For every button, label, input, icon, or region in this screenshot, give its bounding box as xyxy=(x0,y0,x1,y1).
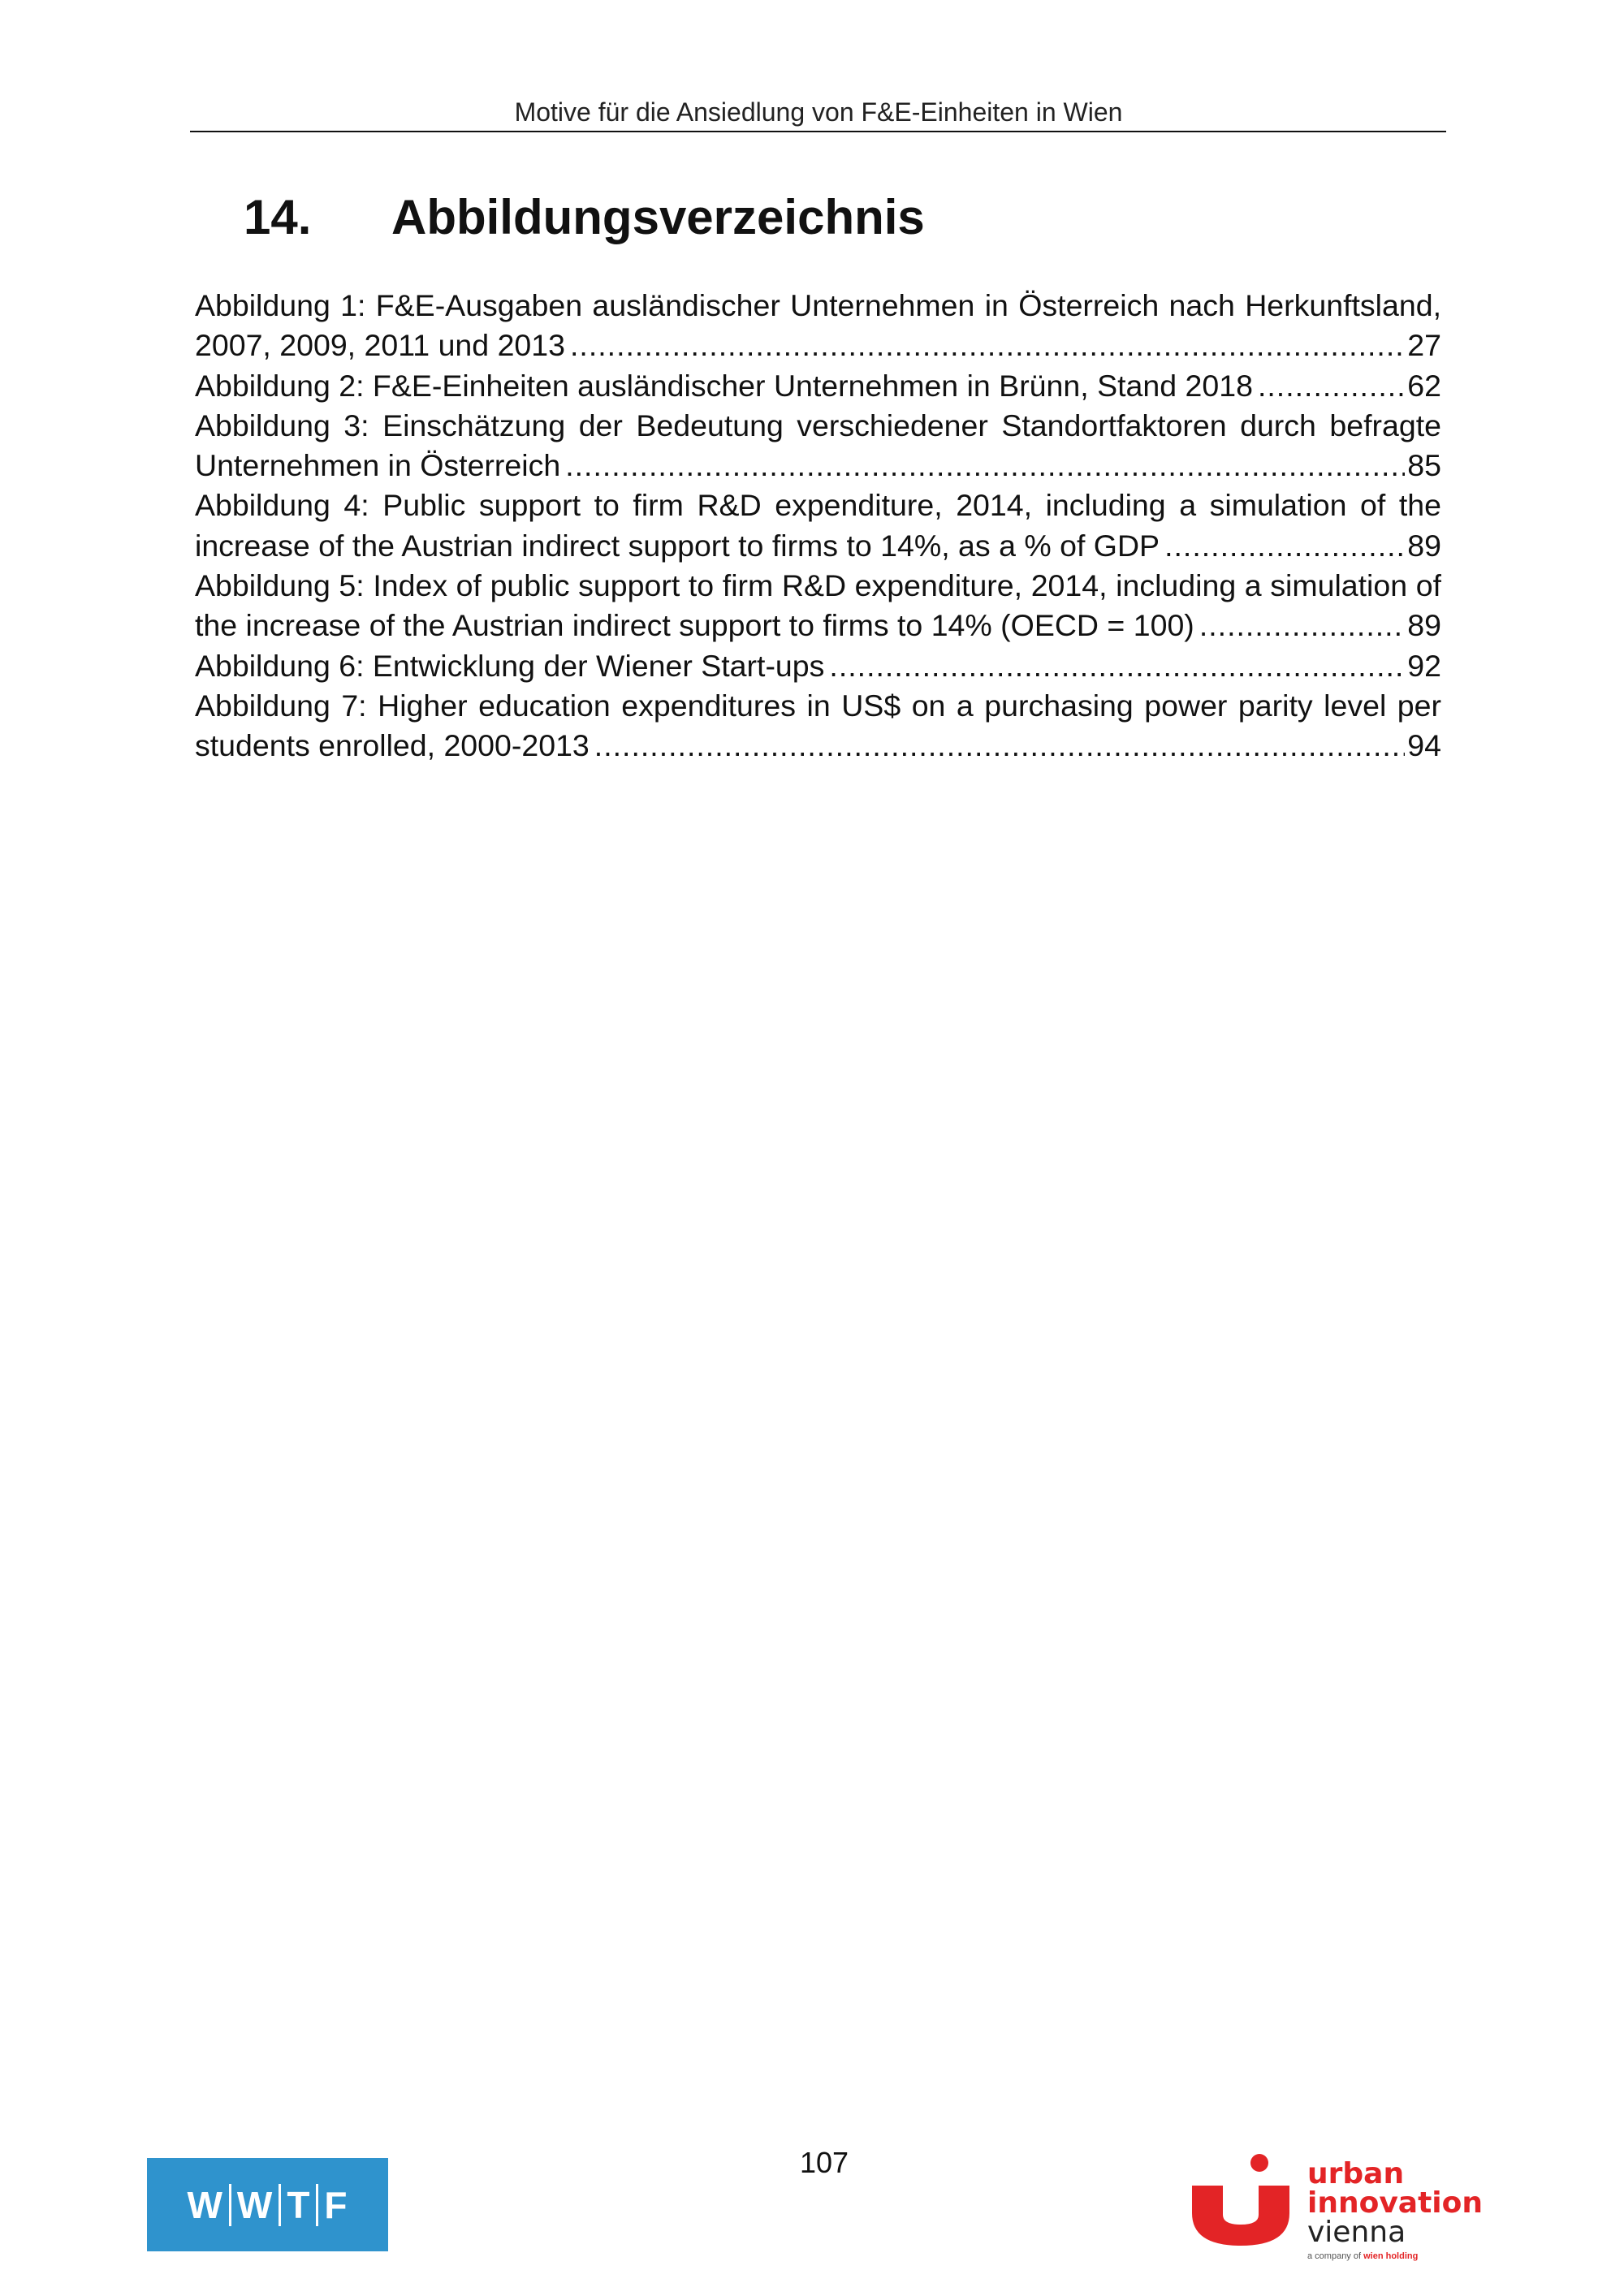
figure-entry-caption: students enrolled, 2000-2013 xyxy=(195,728,590,763)
figure-entry-last-line xyxy=(195,646,1441,686)
figure-entry[interactable] xyxy=(195,286,1441,366)
uiv-line-urban: urban xyxy=(1307,2157,1405,2190)
urban-innovation-vienna-logo-text xyxy=(1307,2157,1483,2249)
uiv-tagline-prefix: a company of xyxy=(1307,2251,1362,2261)
dot-leader xyxy=(570,326,1405,365)
figure-entry[interactable] xyxy=(195,646,1441,686)
uiv-line-innovation: innovation xyxy=(1307,2186,1483,2220)
header-rule xyxy=(190,131,1446,132)
figure-entry[interactable] xyxy=(195,366,1441,406)
chapter-heading xyxy=(244,185,925,250)
dot-leader xyxy=(565,446,1405,486)
figure-page-number[interactable]: 94 xyxy=(1407,728,1441,763)
page-number: 107 xyxy=(799,2146,849,2179)
wwtf-letter: F xyxy=(324,2183,348,2226)
figure-entry[interactable] xyxy=(195,486,1441,566)
figure-entry-last-line xyxy=(195,446,1441,486)
figure-entry-line: Abbildung 3: Einschätzung der Bedeutung verschiedener Standortfaktoren durch befragte xyxy=(195,408,1441,442)
figure-page-number[interactable]: 92 xyxy=(1407,648,1441,683)
figure-entry-last-line xyxy=(195,366,1441,406)
figure-page-number[interactable]: 85 xyxy=(1407,448,1441,483)
dot-leader xyxy=(594,726,1406,766)
figure-page-number[interactable]: 62 xyxy=(1407,368,1441,403)
chapter-number: 14. xyxy=(244,190,312,244)
wwtf-letter: T xyxy=(287,2183,311,2226)
dot-leader xyxy=(1199,606,1405,645)
running-header: Motive für die Ansiedlung von F&E-Einheiten in Wien xyxy=(514,97,1123,127)
figure-entry-caption: increase of the Austrian indirect support to firms to 14%, as a % of GDP xyxy=(195,528,1160,563)
figure-entry-line: Abbildung 1: F&E-Ausgaben ausländischer Unternehmen in Österreich nach Herkunftsland, xyxy=(195,288,1441,322)
wwtf-letter: W xyxy=(187,2183,223,2226)
figure-entry-caption: Abbildung 6: Entwicklung der Wiener Start-ups xyxy=(195,648,825,683)
figure-entry-last-line xyxy=(195,606,1441,645)
figure-page-number[interactable]: 89 xyxy=(1407,528,1441,563)
uiv-line-vienna: vienna xyxy=(1307,2216,1406,2249)
figure-page-number[interactable]: 89 xyxy=(1407,608,1441,643)
dot-leader xyxy=(1164,526,1405,566)
dot-leader xyxy=(1258,366,1405,406)
figure-entry[interactable] xyxy=(195,566,1441,646)
figure-entry[interactable] xyxy=(195,686,1441,766)
chapter-title: Abbildungsverzeichnis xyxy=(391,190,925,244)
figure-entry[interactable] xyxy=(195,406,1441,486)
figure-entry-caption: Abbildung 2: F&E-Einheiten ausländischer Unternehmen in Brünn, Stand 2018 xyxy=(195,368,1253,403)
figure-entry-last-line xyxy=(195,726,1441,766)
figure-entry-caption: 2007, 2009, 2011 und 2013 xyxy=(195,328,565,363)
wwtf-letter: W xyxy=(236,2183,274,2226)
figure-entry-caption: Unternehmen in Österreich xyxy=(195,448,561,483)
figure-entry-last-line xyxy=(195,326,1441,365)
uiv-tagline xyxy=(1307,2251,1418,2262)
wwtf-logo xyxy=(147,2158,388,2251)
uiv-tagline-brand: wien holding xyxy=(1363,2251,1419,2261)
figure-entry-last-line xyxy=(195,526,1441,566)
dot-leader xyxy=(829,646,1405,686)
urban-innovation-vienna-logo-mark xyxy=(1184,2150,1298,2249)
figure-page-number[interactable]: 27 xyxy=(1407,328,1441,363)
figure-entry-caption: the increase of the Austrian indirect support to firms to 14% (OECD = 100) xyxy=(195,608,1194,643)
figure-entry-line: Abbildung 5: Index of public support to firm R&D expenditure, 2014, including a simulation of xyxy=(195,568,1441,603)
list-of-figures xyxy=(195,286,1441,766)
figure-entry-line: Abbildung 7: Higher education expenditures in US$ on a purchasing power parity level per xyxy=(195,688,1441,723)
figure-entry-line: Abbildung 4: Public support to firm R&D expenditure, 2014, including a simulation of the xyxy=(195,488,1441,523)
